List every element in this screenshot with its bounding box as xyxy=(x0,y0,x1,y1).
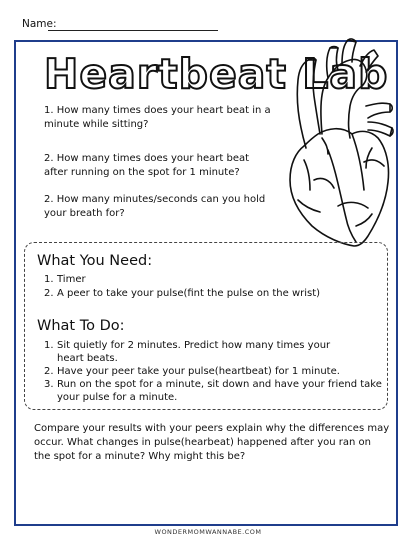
question-3: 2. How many minutes/seconds can you hold your breath for? xyxy=(44,194,266,219)
question-1: 1. How many times does your heart beat in a minute while sitting? xyxy=(44,105,271,130)
step-number: 2. xyxy=(44,366,54,377)
step-3 xyxy=(44,378,384,404)
need-item-number: 1. xyxy=(44,274,54,285)
what-to-do-heading: What To Do: xyxy=(37,318,125,334)
step-number: 1. xyxy=(44,340,54,351)
need-item-number: 2. xyxy=(44,288,54,299)
page-title: Heartbeat Lab xyxy=(44,50,389,98)
what-you-need-heading: What You Need: xyxy=(37,253,153,269)
anatomical-heart-icon xyxy=(268,30,408,250)
step-1 xyxy=(44,339,384,365)
need-item-text: Timer xyxy=(57,274,86,285)
step-text-continued: heart beats. xyxy=(57,353,118,364)
reflection-paragraph: Compare your results with your peers explain why the differences may occur. What changes in pulse(hearbeat) happened after you ran on the spot for a minute? Why might this be? xyxy=(34,423,390,462)
name-label: Name: xyxy=(22,18,57,30)
need-item-2 xyxy=(44,287,384,300)
step-text: Sit quietly for 2 minutes. Predict how many times your xyxy=(57,340,331,351)
step-text: Have your peer take your pulse(heartbeat) for 1 minute. xyxy=(57,366,340,377)
step-text: Run on the spot for a minute, sit down and have your friend take xyxy=(57,379,382,390)
step-text-continued: your pulse for a minute. xyxy=(57,392,178,403)
step-number: 3. xyxy=(44,379,54,390)
footer-website: WONDERMOMWANNABE.COM xyxy=(154,528,262,536)
question-2: 2. How many times does your heart beat after running on the spot for 1 minute? xyxy=(44,153,250,178)
need-item-1 xyxy=(44,273,384,286)
name-line[interactable] xyxy=(48,30,218,31)
step-2 xyxy=(44,365,384,378)
need-item-text: A peer to take your pulse(fint the pulse on the wrist) xyxy=(57,288,321,299)
